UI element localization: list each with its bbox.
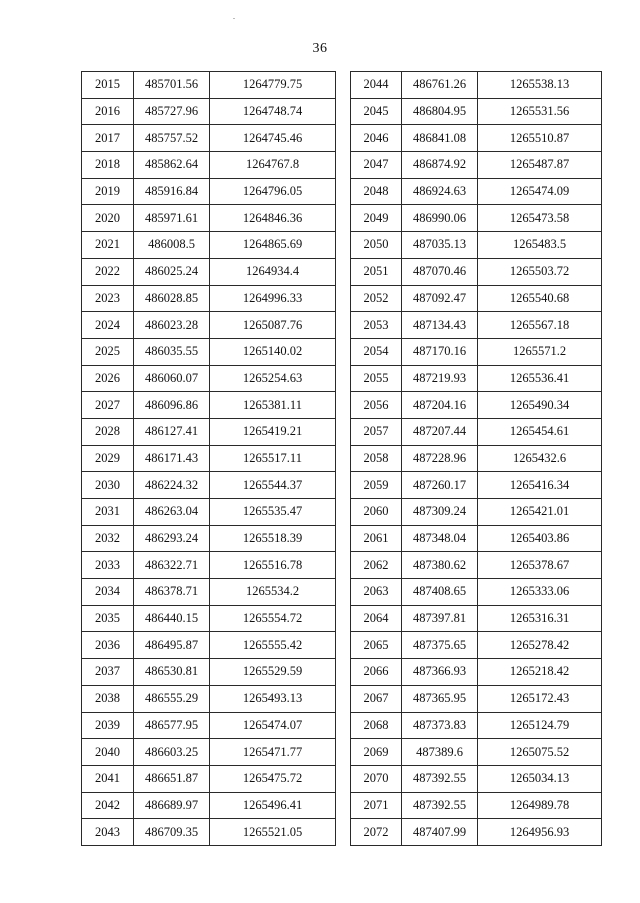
table-row <box>351 258 602 285</box>
x-coordinate-cell: 487407.99 <box>402 819 478 846</box>
y-coordinate-cell: 1265567.18 <box>478 312 602 339</box>
y-coordinate-cell: 1265124.79 <box>478 712 602 739</box>
point-number-cell: 2048 <box>351 178 402 205</box>
x-coordinate-cell: 486804.95 <box>402 98 478 125</box>
point-number-cell: 2021 <box>82 232 134 259</box>
point-number-cell: 2067 <box>351 685 402 712</box>
y-coordinate-cell: 1264989.78 <box>478 792 602 819</box>
point-number-cell: 2044 <box>351 72 402 99</box>
x-coordinate-cell: 486127.41 <box>134 418 210 445</box>
y-coordinate-cell: 1265474.09 <box>478 178 602 205</box>
y-coordinate-cell: 1265419.21 <box>210 418 336 445</box>
coordinate-table-right <box>350 71 602 846</box>
point-number-cell: 2060 <box>351 499 402 526</box>
point-number-cell: 2069 <box>351 739 402 766</box>
x-coordinate-cell: 486440.15 <box>134 605 210 632</box>
x-coordinate-cell: 486874.92 <box>402 152 478 179</box>
x-coordinate-cell: 487408.65 <box>402 579 478 606</box>
point-number-cell: 2063 <box>351 579 402 606</box>
x-coordinate-cell: 486224.32 <box>134 472 210 499</box>
x-coordinate-cell: 486761.26 <box>402 72 478 99</box>
table-row <box>82 152 336 179</box>
table-row <box>82 338 336 365</box>
x-coordinate-cell: 485971.61 <box>134 205 210 232</box>
point-number-cell: 2016 <box>82 98 134 125</box>
coordinate-table-left-body <box>82 72 336 846</box>
y-coordinate-cell: 1265510.87 <box>478 125 602 152</box>
table-row <box>351 98 602 125</box>
x-coordinate-cell: 487348.04 <box>402 525 478 552</box>
point-number-cell: 2028 <box>82 418 134 445</box>
point-number-cell: 2066 <box>351 659 402 686</box>
x-coordinate-cell: 487392.55 <box>402 792 478 819</box>
table-row <box>82 819 336 846</box>
x-coordinate-cell: 485862.64 <box>134 152 210 179</box>
x-coordinate-cell: 487380.62 <box>402 552 478 579</box>
y-coordinate-cell: 1265473.58 <box>478 205 602 232</box>
point-number-cell: 2042 <box>82 792 134 819</box>
y-coordinate-cell: 1264934.4 <box>210 258 336 285</box>
x-coordinate-cell: 487134.43 <box>402 312 478 339</box>
y-coordinate-cell: 1265529.59 <box>210 659 336 686</box>
y-coordinate-cell: 1265571.2 <box>478 338 602 365</box>
point-number-cell: 2018 <box>82 152 134 179</box>
y-coordinate-cell: 1265034.13 <box>478 765 602 792</box>
point-number-cell: 2017 <box>82 125 134 152</box>
point-number-cell: 2058 <box>351 445 402 472</box>
point-number-cell: 2049 <box>351 205 402 232</box>
x-coordinate-cell: 487389.6 <box>402 739 478 766</box>
point-number-cell: 2036 <box>82 632 134 659</box>
point-number-cell: 2030 <box>82 472 134 499</box>
y-coordinate-cell: 1265540.68 <box>478 285 602 312</box>
y-coordinate-cell: 1264865.69 <box>210 232 336 259</box>
table-row <box>351 525 602 552</box>
table-row <box>351 579 602 606</box>
table-row <box>351 792 602 819</box>
table-row <box>351 365 602 392</box>
x-coordinate-cell: 486096.86 <box>134 392 210 419</box>
table-row <box>351 312 602 339</box>
x-coordinate-cell: 487219.93 <box>402 365 478 392</box>
y-coordinate-cell: 1265075.52 <box>478 739 602 766</box>
x-coordinate-cell: 486060.07 <box>134 365 210 392</box>
y-coordinate-cell: 1265503.72 <box>478 258 602 285</box>
y-coordinate-cell: 1265493.13 <box>210 685 336 712</box>
x-coordinate-cell: 486008.5 <box>134 232 210 259</box>
x-coordinate-cell: 487204.16 <box>402 392 478 419</box>
y-coordinate-cell: 1265471.77 <box>210 739 336 766</box>
table-row <box>351 445 602 472</box>
x-coordinate-cell: 487375.65 <box>402 632 478 659</box>
table-row <box>82 418 336 445</box>
y-coordinate-cell: 1265333.06 <box>478 579 602 606</box>
y-coordinate-cell: 1264956.93 <box>478 819 602 846</box>
table-row <box>351 632 602 659</box>
point-number-cell: 2015 <box>82 72 134 99</box>
y-coordinate-cell: 1265416.34 <box>478 472 602 499</box>
table-row <box>351 685 602 712</box>
y-coordinate-cell: 1265487.87 <box>478 152 602 179</box>
x-coordinate-cell: 486689.97 <box>134 792 210 819</box>
point-number-cell: 2065 <box>351 632 402 659</box>
y-coordinate-cell: 1265087.76 <box>210 312 336 339</box>
x-coordinate-cell: 485701.56 <box>134 72 210 99</box>
page-number: 36 <box>312 41 328 56</box>
y-coordinate-cell: 1264779.75 <box>210 72 336 99</box>
y-coordinate-cell: 1264767.8 <box>210 152 336 179</box>
y-coordinate-cell: 1265403.86 <box>478 525 602 552</box>
point-number-cell: 2031 <box>82 499 134 526</box>
point-number-cell: 2032 <box>82 525 134 552</box>
x-coordinate-cell: 487092.47 <box>402 285 478 312</box>
point-number-cell: 2062 <box>351 552 402 579</box>
table-row <box>82 178 336 205</box>
x-coordinate-cell: 487365.95 <box>402 685 478 712</box>
y-coordinate-cell: 1265521.05 <box>210 819 336 846</box>
x-coordinate-cell: 486035.55 <box>134 338 210 365</box>
point-number-cell: 2045 <box>351 98 402 125</box>
point-number-cell: 2023 <box>82 285 134 312</box>
table-row <box>351 739 602 766</box>
x-coordinate-cell: 487035.13 <box>402 232 478 259</box>
x-coordinate-cell: 486495.87 <box>134 632 210 659</box>
point-number-cell: 2051 <box>351 258 402 285</box>
table-row <box>82 365 336 392</box>
table-row <box>82 258 336 285</box>
y-coordinate-cell: 1265381.11 <box>210 392 336 419</box>
point-number-cell: 2029 <box>82 445 134 472</box>
point-number-cell: 2019 <box>82 178 134 205</box>
point-number-cell: 2043 <box>82 819 134 846</box>
x-coordinate-cell: 486171.43 <box>134 445 210 472</box>
y-coordinate-cell: 1265538.13 <box>478 72 602 99</box>
y-coordinate-cell: 1265554.72 <box>210 605 336 632</box>
point-number-cell: 2025 <box>82 338 134 365</box>
y-coordinate-cell: 1265516.78 <box>210 552 336 579</box>
x-coordinate-cell: 486263.04 <box>134 499 210 526</box>
table-row <box>82 685 336 712</box>
y-coordinate-cell: 1264748.74 <box>210 98 336 125</box>
y-coordinate-cell: 1265535.47 <box>210 499 336 526</box>
table-row <box>351 178 602 205</box>
y-coordinate-cell: 1265474.07 <box>210 712 336 739</box>
y-coordinate-cell: 1265490.34 <box>478 392 602 419</box>
y-coordinate-cell: 1264745.46 <box>210 125 336 152</box>
y-coordinate-cell: 1265517.11 <box>210 445 336 472</box>
table-row <box>351 205 602 232</box>
y-coordinate-cell: 1265531.56 <box>478 98 602 125</box>
coordinate-table-right-body <box>351 72 602 846</box>
point-number-cell: 2039 <box>82 712 134 739</box>
x-coordinate-cell: 487397.81 <box>402 605 478 632</box>
point-number-cell: 2059 <box>351 472 402 499</box>
y-coordinate-cell: 1265475.72 <box>210 765 336 792</box>
table-row <box>351 659 602 686</box>
point-number-cell: 2046 <box>351 125 402 152</box>
table-row <box>82 499 336 526</box>
table-row <box>82 739 336 766</box>
table-row <box>82 232 336 259</box>
x-coordinate-cell: 487070.46 <box>402 258 478 285</box>
point-number-cell: 2064 <box>351 605 402 632</box>
table-row <box>82 285 336 312</box>
table-row <box>82 445 336 472</box>
table-row <box>351 418 602 445</box>
y-coordinate-cell: 1265421.01 <box>478 499 602 526</box>
table-row <box>351 819 602 846</box>
x-coordinate-cell: 486025.24 <box>134 258 210 285</box>
table-row <box>351 499 602 526</box>
table-row <box>82 792 336 819</box>
point-number-cell: 2035 <box>82 605 134 632</box>
table-row <box>82 659 336 686</box>
point-number-cell: 2068 <box>351 712 402 739</box>
point-number-cell: 2056 <box>351 392 402 419</box>
x-coordinate-cell: 487366.93 <box>402 659 478 686</box>
table-row <box>82 472 336 499</box>
table-row <box>82 205 336 232</box>
point-number-cell: 2027 <box>82 392 134 419</box>
y-coordinate-cell: 1265432.6 <box>478 445 602 472</box>
point-number-cell: 2050 <box>351 232 402 259</box>
y-coordinate-cell: 1265536.41 <box>478 365 602 392</box>
table-row <box>82 552 336 579</box>
table-row <box>82 72 336 99</box>
x-coordinate-cell: 486028.85 <box>134 285 210 312</box>
x-coordinate-cell: 486651.87 <box>134 765 210 792</box>
point-number-cell: 2038 <box>82 685 134 712</box>
scan-mark <box>233 18 235 19</box>
point-number-cell: 2072 <box>351 819 402 846</box>
x-coordinate-cell: 487207.44 <box>402 418 478 445</box>
point-number-cell: 2053 <box>351 312 402 339</box>
point-number-cell: 2022 <box>82 258 134 285</box>
x-coordinate-cell: 486378.71 <box>134 579 210 606</box>
y-coordinate-cell: 1265496.41 <box>210 792 336 819</box>
y-coordinate-cell: 1265378.67 <box>478 552 602 579</box>
point-number-cell: 2071 <box>351 792 402 819</box>
coordinate-table-left <box>81 71 336 846</box>
table-row <box>351 472 602 499</box>
y-coordinate-cell: 1265172.43 <box>478 685 602 712</box>
point-number-cell: 2052 <box>351 285 402 312</box>
table-row <box>82 525 336 552</box>
point-number-cell: 2024 <box>82 312 134 339</box>
x-coordinate-cell: 486530.81 <box>134 659 210 686</box>
table-row <box>82 125 336 152</box>
y-coordinate-cell: 1265454.61 <box>478 418 602 445</box>
y-coordinate-cell: 1264846.36 <box>210 205 336 232</box>
x-coordinate-cell: 486322.71 <box>134 552 210 579</box>
point-number-cell: 2040 <box>82 739 134 766</box>
table-row <box>351 125 602 152</box>
point-number-cell: 2020 <box>82 205 134 232</box>
x-coordinate-cell: 486841.08 <box>402 125 478 152</box>
x-coordinate-cell: 486924.63 <box>402 178 478 205</box>
point-number-cell: 2037 <box>82 659 134 686</box>
table-row <box>351 152 602 179</box>
x-coordinate-cell: 487228.96 <box>402 445 478 472</box>
table-row <box>351 232 602 259</box>
x-coordinate-cell: 486603.25 <box>134 739 210 766</box>
y-coordinate-cell: 1265483.5 <box>478 232 602 259</box>
point-number-cell: 2034 <box>82 579 134 606</box>
point-number-cell: 2054 <box>351 338 402 365</box>
x-coordinate-cell: 486990.06 <box>402 205 478 232</box>
point-number-cell: 2070 <box>351 765 402 792</box>
table-row <box>82 605 336 632</box>
y-coordinate-cell: 1265544.37 <box>210 472 336 499</box>
x-coordinate-cell: 486293.24 <box>134 525 210 552</box>
y-coordinate-cell: 1265254.63 <box>210 365 336 392</box>
table-row <box>351 765 602 792</box>
x-coordinate-cell: 486709.35 <box>134 819 210 846</box>
x-coordinate-cell: 487170.16 <box>402 338 478 365</box>
table-row <box>351 552 602 579</box>
x-coordinate-cell: 486577.95 <box>134 712 210 739</box>
x-coordinate-cell: 487309.24 <box>402 499 478 526</box>
y-coordinate-cell: 1264796.05 <box>210 178 336 205</box>
x-coordinate-cell: 486023.28 <box>134 312 210 339</box>
table-row <box>82 712 336 739</box>
y-coordinate-cell: 1265555.42 <box>210 632 336 659</box>
table-row <box>82 765 336 792</box>
y-coordinate-cell: 1265278.42 <box>478 632 602 659</box>
point-number-cell: 2047 <box>351 152 402 179</box>
point-number-cell: 2026 <box>82 365 134 392</box>
point-number-cell: 2033 <box>82 552 134 579</box>
table-row <box>82 392 336 419</box>
x-coordinate-cell: 487392.55 <box>402 765 478 792</box>
table-row <box>351 72 602 99</box>
y-coordinate-cell: 1264996.33 <box>210 285 336 312</box>
point-number-cell: 2057 <box>351 418 402 445</box>
table-row <box>82 579 336 606</box>
table-row <box>351 712 602 739</box>
table-row <box>82 312 336 339</box>
x-coordinate-cell: 485757.52 <box>134 125 210 152</box>
y-coordinate-cell: 1265316.31 <box>478 605 602 632</box>
y-coordinate-cell: 1265140.02 <box>210 338 336 365</box>
point-number-cell: 2061 <box>351 525 402 552</box>
table-row <box>351 392 602 419</box>
point-number-cell: 2041 <box>82 765 134 792</box>
table-row <box>351 605 602 632</box>
table-row <box>351 338 602 365</box>
y-coordinate-cell: 1265518.39 <box>210 525 336 552</box>
x-coordinate-cell: 485916.84 <box>134 178 210 205</box>
x-coordinate-cell: 486555.29 <box>134 685 210 712</box>
x-coordinate-cell: 487373.83 <box>402 712 478 739</box>
y-coordinate-cell: 1265534.2 <box>210 579 336 606</box>
y-coordinate-cell: 1265218.42 <box>478 659 602 686</box>
table-row <box>82 98 336 125</box>
table-row <box>82 632 336 659</box>
x-coordinate-cell: 485727.96 <box>134 98 210 125</box>
point-number-cell: 2055 <box>351 365 402 392</box>
x-coordinate-cell: 487260.17 <box>402 472 478 499</box>
table-row <box>351 285 602 312</box>
